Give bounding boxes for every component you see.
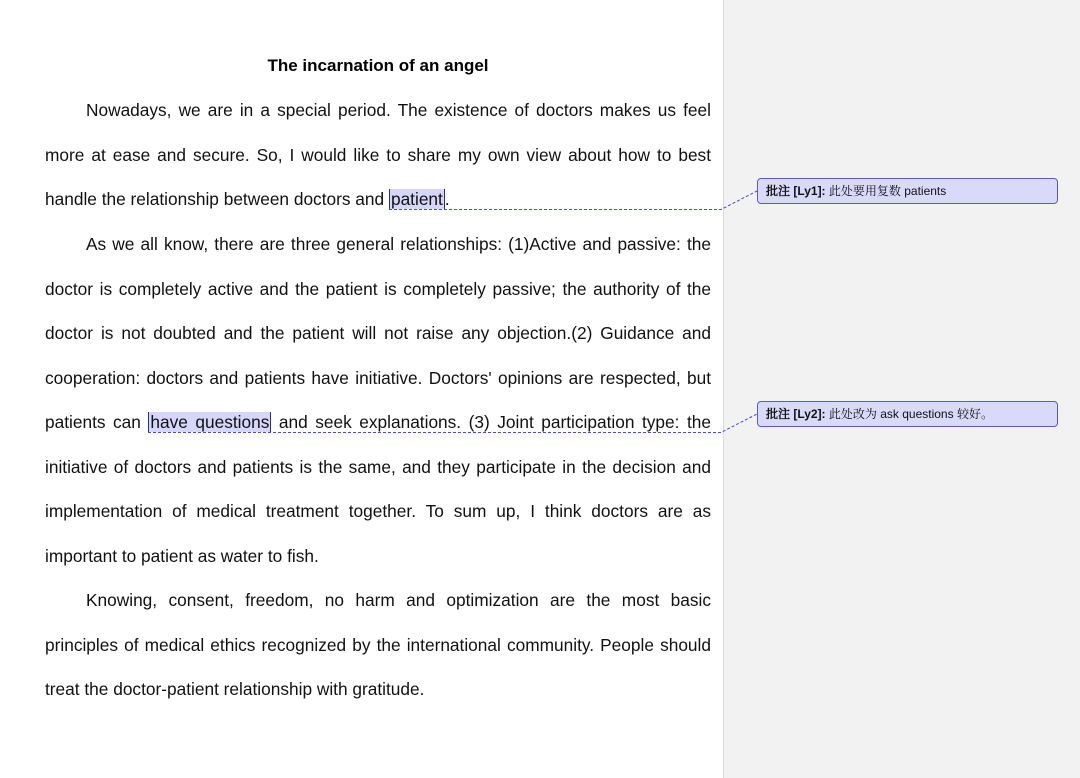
comment-balloon-ly2[interactable] [757, 401, 1058, 427]
paragraph-2-text-before: As we all know, there are three general relationships: (1)Active and passive: the doctor is completely active and the patient is completely passive; the authority of the doctor is not doubted and the patient will not raise any objection.(2) Guidance and cooperation: doctors and patients have initiative. Doctors' opinions are respected, but patients can [45, 234, 711, 432]
paragraph-1-text-before: Nowadays, we are in a special period. The existence of doctors makes us feel more at ease and secure. So, I would like to share my own view about how to best handle the relationship between doctors and [45, 100, 711, 209]
comment-tag-ly2: 批注 [Ly2]: [766, 407, 826, 421]
document-title: The incarnation of an angel [267, 56, 489, 75]
comment-tag-ly1: 批注 [Ly1]: [766, 184, 826, 198]
comment-text-ly2: 此处改为 ask questions 较好。 [825, 407, 993, 421]
comment-balloon-ly1[interactable] [757, 178, 1058, 204]
comment-anchor-ly1[interactable]: patient [390, 189, 443, 209]
comment-margin-pane [723, 0, 1080, 778]
comment-anchor-ly2[interactable]: have questions [150, 412, 270, 432]
paragraph-1-text-after: . [444, 189, 450, 209]
comment-text-ly1: 此处要用复数 patients [825, 184, 947, 198]
paragraph-2[interactable] [45, 222, 711, 578]
paragraph-3[interactable]: Knowing, consent, freedom, no harm and optimization are the most basic principles of medical ethics recognized by the international community. People should treat the doctor-patient relationship with gratitude. [45, 590, 711, 699]
paragraph-1[interactable] [45, 88, 711, 222]
paragraph-2-text-after: and seek explanations. (3) Joint participation type: the initiative of doctors and patients is the same, and they participate in the decision and implementation of medical treatment together. To sum up, I think doctors are as important to patient as water to fish. [45, 412, 711, 566]
